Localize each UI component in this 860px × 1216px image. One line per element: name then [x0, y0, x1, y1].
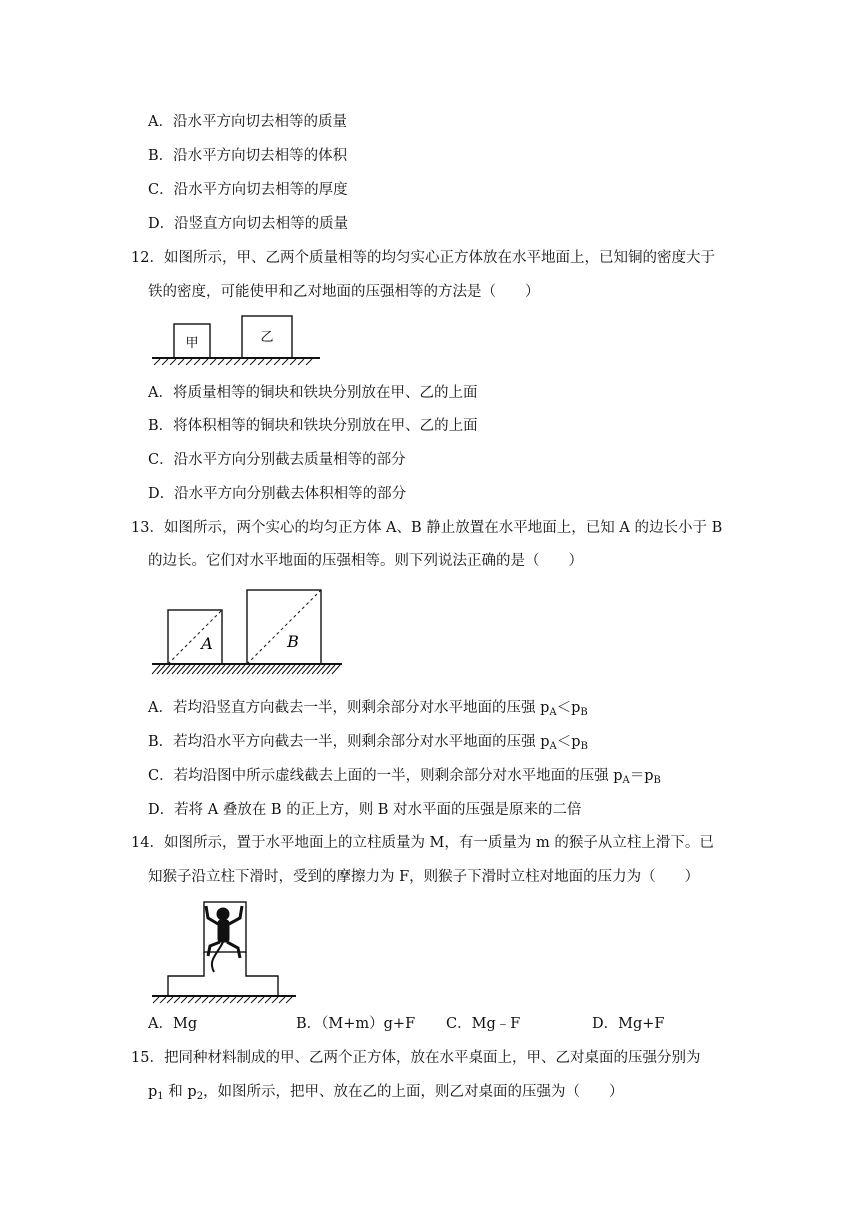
cube-a-label: A — [201, 634, 213, 653]
q12-stem-line1: 12．如图所示，甲、乙两个质量相等的均匀实心正方体放在水平地面上，已知铜的密度大于 — [131, 250, 715, 266]
q15-stem-line1: 15．把同种材料制成的甲、乙两个正方体，放在水平桌面上，甲、乙对桌面的压强分别为 — [131, 1050, 701, 1066]
cube-yi-label: 乙 — [260, 330, 274, 345]
q14-stem-line1: 14．如图所示，置于水平地面上的立柱质量为 M，有一质量为 m 的猴子从立柱上滑下。已 — [131, 835, 714, 851]
q13-figure — [150, 586, 345, 680]
q11-option-a: A．沿水平方向切去相等的质量 — [148, 114, 347, 130]
q13-stem-line1: 13．如图所示，两个实心的均匀正方体 A、B 静止放置在水平地面上，已知 A 的边长小于 B — [131, 520, 723, 536]
q12-figure — [148, 312, 323, 370]
q12-option-a: A．将质量相等的铜块和铁块分别放在甲、乙的上面 — [148, 385, 478, 401]
q13-option-c: C．若均沿图中所示虚线截去上面的一半，则剩余部分对水平地面的压强 $p_A=p_B$ — [148, 768, 661, 786]
q12-option-c: C．沿水平方向分别截去质量相等的部分 — [148, 452, 406, 468]
q14-figure — [150, 896, 300, 1006]
q14-option-d: D．Mg+F — [592, 1016, 665, 1032]
q13-stem-line2: 的边长。它们对水平地面的压强相等。则下列说法正确的是（ ） — [148, 553, 583, 569]
q11-option-c: C．沿水平方向切去相等的厚度 — [148, 182, 348, 198]
q12-option-d: D．沿水平方向分别截去体积相等的部分 — [148, 486, 407, 502]
q15-stem-line2: $p_1$ 和 $p_2$，如图所示，把甲、放在乙的上面，则乙对桌面的压强为（ ） — [148, 1084, 624, 1102]
q14-option-a: A．Mg — [148, 1016, 198, 1032]
q14-stem-line2: 知猴子沿立柱下滑时，受到的摩擦力为 F，则猴子下滑时立柱对地面的压力为（ ） — [148, 869, 700, 885]
q11-option-b: B．沿水平方向切去相等的体积 — [148, 148, 348, 164]
pillar-base — [168, 952, 278, 996]
monkey-icon — [206, 906, 242, 972]
q13-option-d: D．若将 A 叠放在 B 的正上方，则 B 对水平面的压强是原来的二倍 — [148, 802, 582, 818]
q12-stem-line2: 铁的密度，可能使甲和乙对地面的压强相等的方法是（ ） — [148, 284, 540, 300]
q11-option-d: D．沿竖直方向切去相等的质量 — [148, 216, 349, 232]
q13-option-b: B．若均沿水平方向截去一半，则剩余部分对水平地面的压强 $p_A<p_B$ — [148, 734, 588, 752]
cube-jia-label: 甲 — [185, 336, 199, 351]
q14-option-c: C．Mg﹣F — [446, 1016, 521, 1032]
cube-b-label: B — [287, 632, 299, 651]
cube-b — [247, 590, 321, 664]
q12-option-b: B．将体积相等的铜块和铁块分别放在甲、乙的上面 — [148, 418, 478, 434]
q14-option-b: B．（M+m）g+F — [296, 1016, 416, 1032]
q13-option-a: A．若均沿竖直方向截去一半，则剩余部分对水平地面的压强 $p_A<p_B$ — [148, 700, 588, 718]
